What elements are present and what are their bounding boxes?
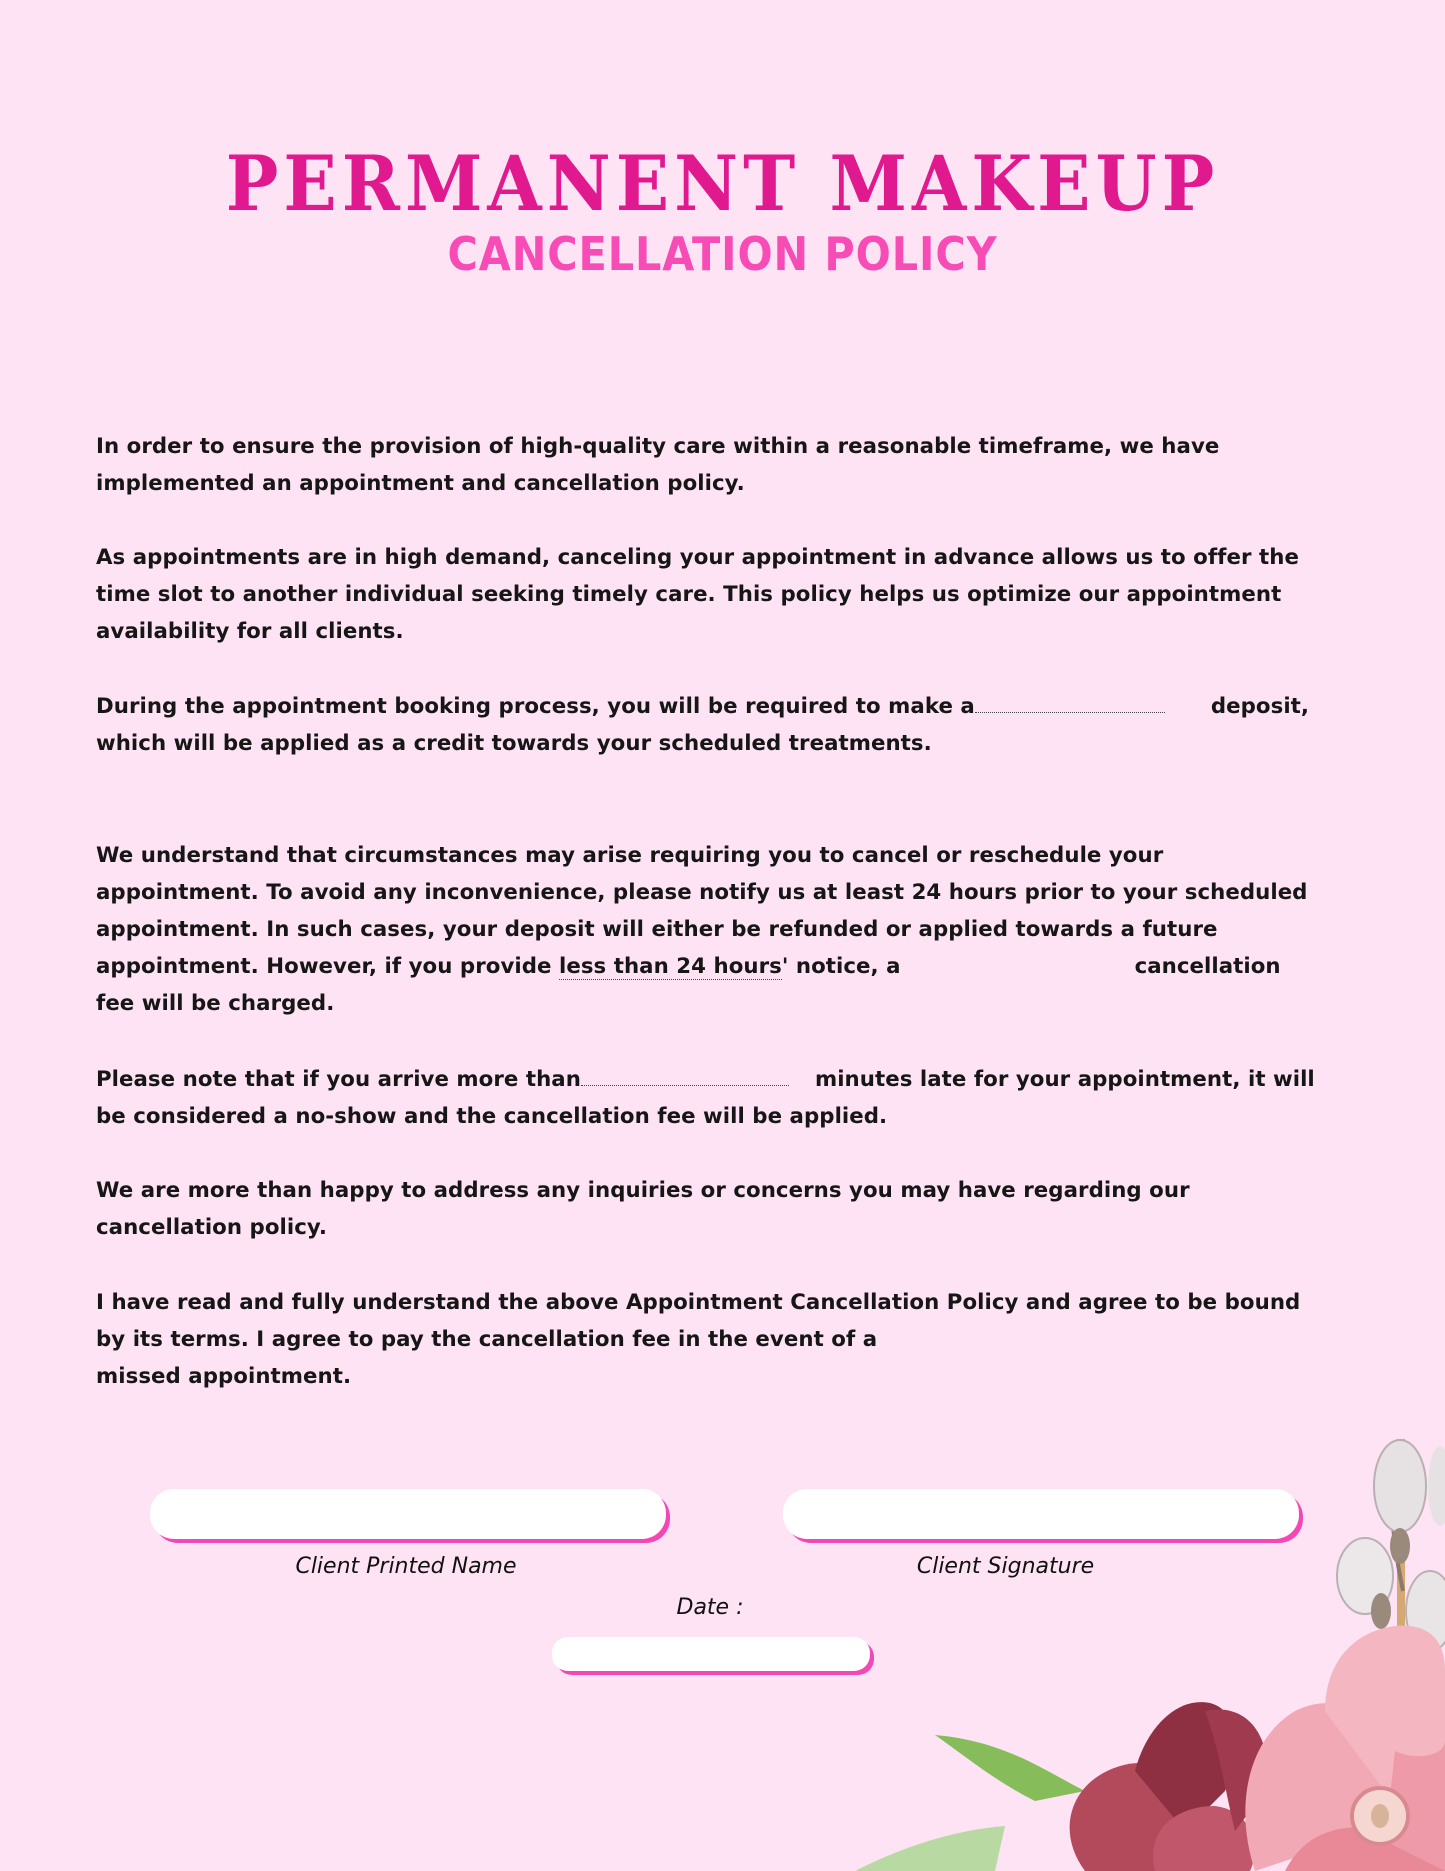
text-segment: appointment. However, if you provide [96,954,552,979]
text-line: We are more than happy to address any inquiries or concerns you may have regarding our [96,1178,1190,1203]
text-line: We understand that circumstances may arise requiring you to cancel or reschedule your [96,843,1164,868]
text-line: missed appointment. [96,1364,352,1389]
text-line [96,948,1386,985]
paragraph-reschedule [96,837,1386,1022]
text-line: In order to ensure the provision of high-quality care within a reasonable timeframe, we have [96,434,1220,459]
text-segment: Please note that if you arrive more than [96,1067,581,1092]
text-line: fee will be charged. [96,991,335,1016]
text-line: which will be applied as a credit towards your scheduled treatments. [96,731,932,756]
text-segment: deposit, [1210,694,1310,719]
text-segment: minutes late for your appointment, it will [814,1067,1315,1092]
red-tulip-icon [1070,1702,1268,1871]
client-signature-label: Client Signature [916,1554,1095,1579]
text-line: appointment. To avoid any inconvenience, please notify us at least 24 hours prior to your scheduled [96,880,1308,905]
page-title: PERMANENT MAKEUP [225,138,1220,229]
text-line: implemented an appointment and cancellation policy. [96,471,745,496]
paragraph-demand [96,539,1386,650]
text-line [96,688,1386,725]
text-line: availability for all clients. [96,619,404,644]
text-line: by its terms. I agree to pay the cancellation fee in the event of a [96,1327,878,1352]
paragraph-deposit [96,688,1386,762]
text-segment: cancellation [1134,954,1281,979]
date-input[interactable] [552,1637,870,1671]
paragraph-intro [96,428,1386,502]
text-line: As appointments are in high demand, canceling your appointment in advance allows us to offer the [96,545,1299,570]
client-printed-name-input[interactable] [150,1489,666,1539]
text-line [96,1061,1386,1098]
late-minutes-field[interactable] [581,1071,789,1086]
text-line: time slot to another individual seeking timely care. This policy helps us optimize our appointment [96,582,1282,607]
text-segment: ' notice, a [781,954,901,979]
paragraph-agreement [96,1284,1386,1395]
text-line: I have read and fully understand the above Appointment Cancellation Policy and agree to be bound [96,1290,1301,1315]
text-segment: During the appointment booking process, you will be required to make a [96,694,975,719]
leaf-icon [855,1735,1085,1871]
paragraph-inquiries [96,1172,1386,1246]
floral-decoration-icon [855,1411,1445,1871]
deposit-amount-field[interactable] [975,698,1165,713]
underlined-notice-period: less than 24 hours [558,954,782,979]
text-line: cancellation policy. [96,1215,328,1240]
client-printed-name-label: Client Printed Name [295,1554,517,1579]
date-label: Date : [676,1595,744,1620]
text-line: be considered a no-show and the cancellation fee will be applied. [96,1104,888,1129]
page-subtitle: CANCELLATION POLICY [447,227,998,281]
pink-flower-icon [1245,1626,1445,1871]
text-line: appointment. In such cases, your deposit will either be refunded or applied towards a future [96,917,1218,942]
paragraph-late-arrival [96,1061,1386,1135]
